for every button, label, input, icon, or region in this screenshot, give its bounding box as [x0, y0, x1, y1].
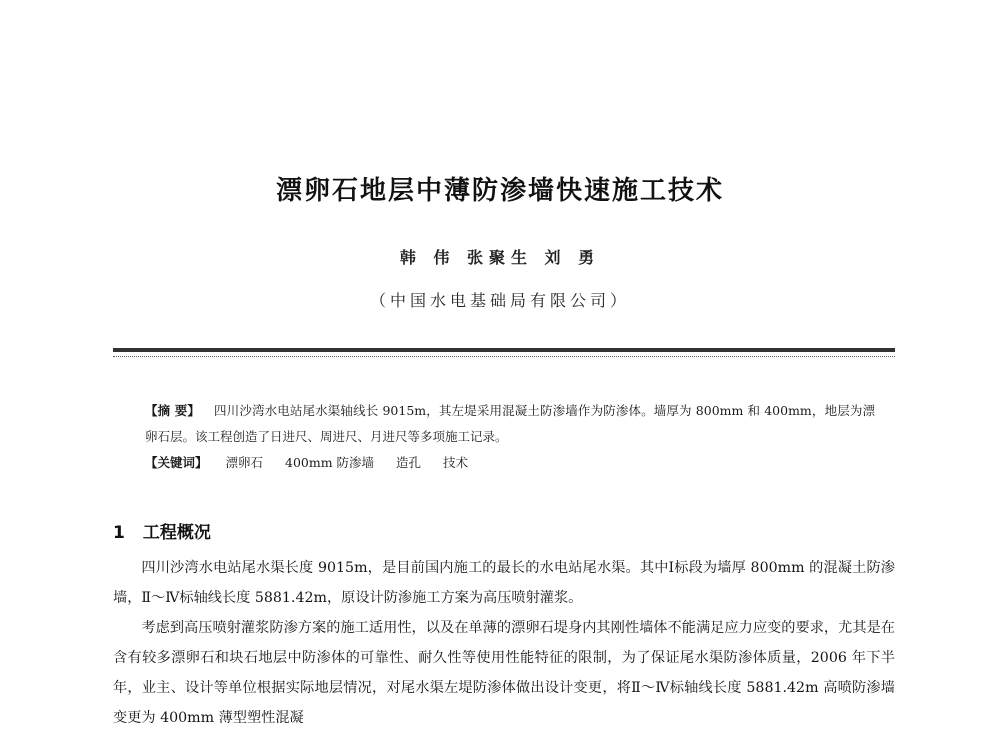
keyword-item: 造孔 [396, 455, 422, 470]
keywords-label: 【关键词】 [145, 455, 208, 470]
header-divider-thick [113, 348, 895, 352]
abstract-block [145, 398, 875, 476]
section-number: 1 [113, 523, 125, 543]
header-divider-thin [113, 356, 895, 357]
section-body [113, 553, 895, 733]
keyword-item: 漂卵石 [225, 455, 264, 470]
paper-affiliation: （中国水电基础局有限公司） [369, 291, 630, 310]
section-heading [113, 518, 211, 543]
keywords-line [145, 450, 875, 476]
body-paragraph: 考虑到高压喷射灌浆防渗方案的施工适用性，以及在单薄的漂卵石堤身内其刚性墙体不能满足应力应变的要求，尤其是在含有较多漂卵石和块石地层中防渗体的可靠性、耐久性等使用性能特征的限制，为了保证尾水渠防渗体质量，2006 年下半年，业主、设计等单位根据实际地层情况，对尾水渠左堤防渗体做出设计变更，将Ⅱ～Ⅳ标轴线长度 5881.42m 高喷防渗墙变更为 400mm 薄型塑性混凝 [113, 620, 895, 726]
section-title: 工程概况 [142, 523, 211, 543]
keyword-item: 400mm 防渗墙 [285, 455, 375, 470]
paper-authors: 韩 伟 张聚生 刘 勇 [399, 248, 601, 267]
keyword-item: 技术 [443, 455, 469, 470]
body-paragraph: 四川沙湾水电站尾水渠长度 9015m，是目前国内施工的最长的水电站尾水渠。其中Ⅰ标段为墙厚 800mm 的混凝土防渗墙，Ⅱ～Ⅳ标轴线长度 5881.42m，原设计防渗施工方案为高压喷射灌浆。 [113, 560, 895, 606]
abstract-paragraph [145, 398, 875, 450]
abstract-label: 【摘 要】 [145, 403, 201, 418]
paper-title: 漂卵石地层中薄防渗墙快速施工技术 [275, 176, 724, 206]
abstract-text: 四川沙湾水电站尾水渠轴线长 9015m，其左堤采用混凝土防渗墙作为防渗体。墙厚为 800mm 和 400mm，地层为漂卵石层。该工程创造了日进尺、周进尺、月进尺等多项施工记录。 [145, 403, 875, 444]
